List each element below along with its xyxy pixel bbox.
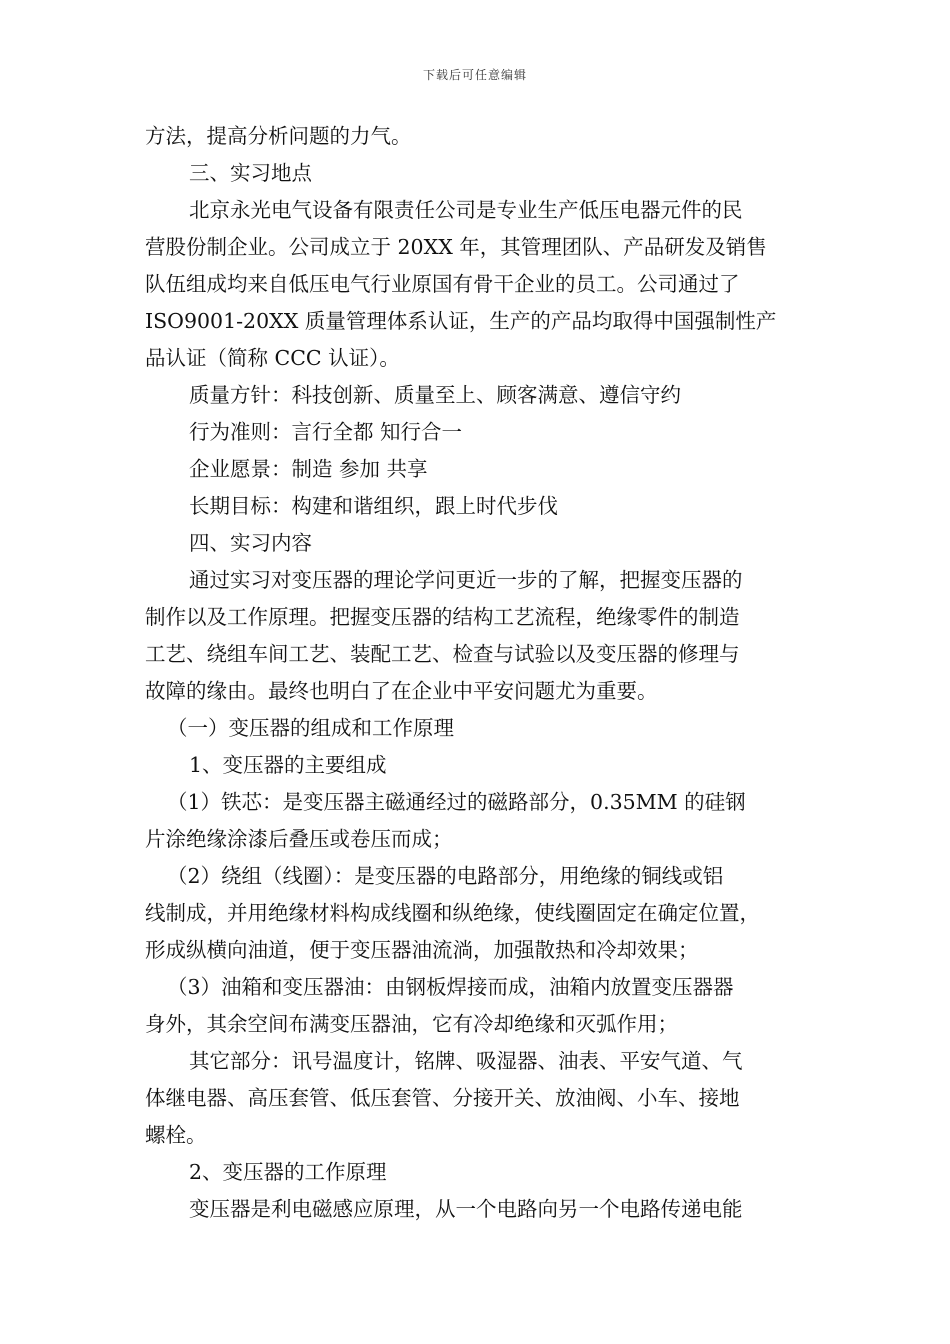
paragraph-line: ISO9001-20XX 质量管理体系认证，生产的产品均取得中国强制性产: [145, 309, 777, 333]
long-term-goal-line: 长期目标：构建和谐组织，跟上时代步伐: [189, 494, 558, 518]
document-body: [145, 118, 811, 1228]
paragraph-line: 螺栓。: [145, 1123, 207, 1147]
paragraph-line: 工艺、绕组车间工艺、装配工艺、检查与试验以及变压器的修理与: [145, 642, 740, 666]
paragraph-line: 片涂绝缘涂漆后叠压或卷压而成；: [145, 827, 453, 851]
paragraph-line: 营股份制企业。公司成立于 20XX 年，其管理团队、产品研发及销售: [145, 235, 767, 259]
paragraph-line: 体继电器、高压套管、低压套管、分接开关、放油阀、小车、接地: [145, 1086, 740, 1110]
paragraph-line: （2）绕组（线圈）：是变压器的电路部分，用绝缘的铜线或铝: [167, 864, 724, 888]
paragraph-line: 通过实习对变压器的理论学问更近一步的了解，把握变压器的: [189, 568, 743, 592]
section-heading-internship-location: 三、实习地点: [189, 161, 312, 185]
paragraph-line: 北京永光电气设备有限责任公司是专业生产低压电器元件的民: [189, 198, 743, 222]
paragraph-line: 品认证（简称 CCC 认证）。: [145, 346, 400, 370]
paragraph-line: 线制成，并用绝缘材料构成线圈和纵绝缘，使线圈固定在确定位置，: [145, 901, 760, 925]
quality-policy-line: 质量方针：科技创新、质量至上、顾客满意、遵信守约: [189, 383, 681, 407]
paragraph-line: （3）油箱和变压器油：由钢板焊接而成，油箱内放置变压器器: [167, 975, 734, 999]
paragraph-line: 形成纵横向油道，便于变压器油流淌，加强散热和冷却效果；: [145, 938, 699, 962]
paragraph-line: 故障的缘由。最终也明白了在企业中平安问题尤为重要。: [145, 679, 658, 703]
vision-line: 企业愿景：制造 参加 共享: [189, 457, 428, 481]
paragraph-line: 其它部分：讯号温度计，铭牌、吸湿器、油表、平安气道、气: [189, 1049, 743, 1073]
paragraph-line: 身外，其余空间布满变压器油，它有冷却绝缘和灭弧作用；: [145, 1012, 678, 1036]
code-of-conduct-line: 行为准则：言行全都 知行合一: [189, 420, 463, 444]
paragraph-line: 制作以及工作原理。把握变压器的结构工艺流程，绝缘零件的制造: [145, 605, 740, 629]
subsection-heading: （一）变压器的组成和工作原理: [167, 716, 454, 740]
subheading-main-components: 1、变压器的主要组成: [189, 753, 387, 777]
paragraph-line: 方法，提高分析问题的力气。: [145, 124, 412, 148]
paragraph-line: 队伍组成均来自低压电气行业原国有骨干企业的员工。公司通过了: [145, 272, 740, 296]
section-heading-internship-content: 四、实习内容: [189, 531, 312, 555]
paragraph-line: （1）铁芯：是变压器主磁通经过的磁路部分，0.35MM 的硅钢: [167, 790, 746, 814]
paragraph-line: 变压器是利电磁感应原理，从一个电路向另一个电路传递电能: [189, 1197, 743, 1221]
page-header: 下载后可任意编辑: [422, 68, 527, 82]
subheading-working-principle: 2、变压器的工作原理: [189, 1160, 387, 1184]
